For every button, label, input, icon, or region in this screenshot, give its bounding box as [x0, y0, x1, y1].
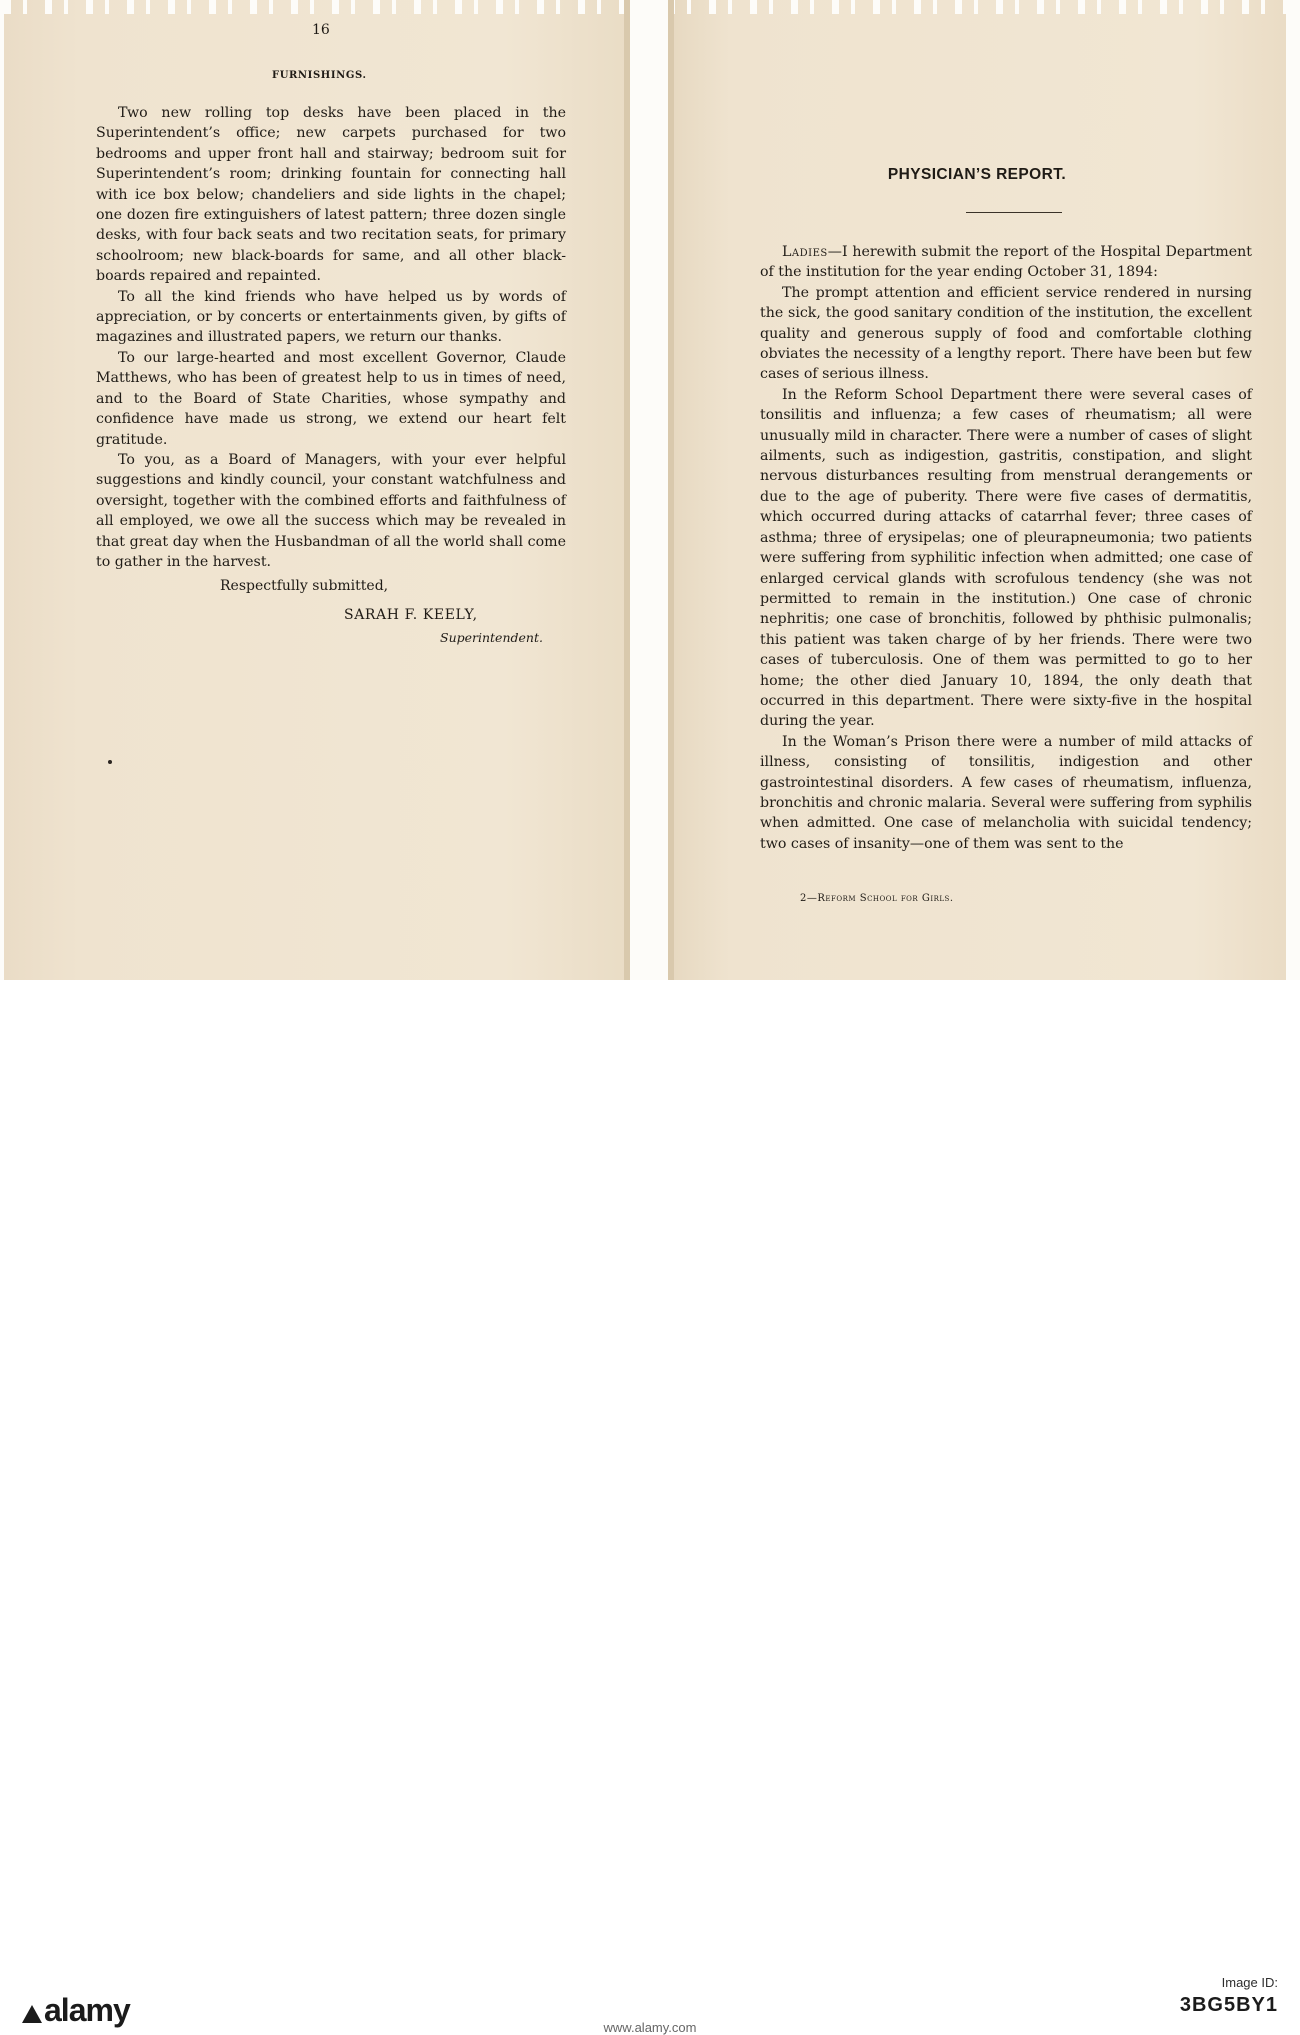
book-scan: [0, 0, 1300, 980]
paragraph-salutation: [760, 242, 1252, 283]
torn-edge: [4, 0, 630, 14]
signature-title: Superintendent.: [440, 630, 543, 645]
right-page: [668, 0, 1286, 980]
section-heading: FURNISHINGS.: [272, 70, 367, 81]
salutation: Ladies: [782, 244, 828, 260]
gutter-shadow: [668, 0, 674, 980]
signature-name: SARAH F. KEELY,: [344, 607, 478, 623]
torn-edge: [668, 0, 1286, 14]
paragraph-womans-prison: In the Woman’s Prison there were a number of mild attacks of illness, consisting of tonsilitis, indigestion and other gastrointestinal disorders. A few cases of rheumatism, influenza, bronchitis and chronic malaria. Several were suffering from syphilis when admitted. One case of melancholia with suicidal tendency; two cases of insanity—one of them was sent to the: [760, 733, 1252, 852]
paragraph-furnishings: Two new rolling top desks have been placed in the Superintendent’s office; new carpets purchased for two bedrooms and upper front hall and stairway; bedroom suit for Superintendent’s room; drinking fountain for connecting hall with ice box below; chandeliers and side lights in the chapel; one dozen fire extinguishers of latest pattern; three dozen single desks, with four back seats and two recitation seats, for primary schoolroom; new black-boards for same, and all other black-boards repaired and repainted.: [96, 105, 566, 285]
closing-line: Respectfully submitted,: [220, 578, 389, 594]
image-id-value: 3BG5BY1: [1179, 1994, 1278, 2016]
paragraph-reform-school: In the Reform School Department there were several cases of tonsilitis and influenza; a few cases of rheumatism; all were unusually mild in character. There were a number of cases of slight ailments, such as indigestion, gastritis, constipation, and slight nervous disturbances resulting from menstrual derangements or due to the age of puberity. There were five cases of dermatitis, which occurred during attacks of catarrhal fever; three cases of asthma; three of erysipelas; one of pleurapneumonia; two patients were suffering from syphilitic infection when admitted; one case of enlarged cervical glands with scrofulous tendency (she was not permitted to remain in the institution.) One case of chronic nephritis; one case of bronchitis, followed by phthisic pulmonalis; this patient was taken charge of by her friends. There were two cases of tuberculosis. One of them was permitted to go to her home; the other died January 10, 1894, the only death that occurred in this department. There were sixty-five in the hospital during the year.: [760, 386, 1252, 730]
paragraph-thanks-governor: To our large-hearted and most excellent Governor, Claude Matthews, who has been of greatest help to us in times of need, and to the Board of State Charities, whose sympathy and confidence have made us strong, we extend our heart felt gratitude.: [96, 349, 566, 448]
paragraph-board-of-managers: To you, as a Board of Managers, with your ever helpful suggestions and kindly council, your constant watchfulness and oversight, together with the combined efforts and faithfulness of all employed, we owe all the success which may be revealed in that great day when the Husbandman of all the world shall come to gather in the harvest.: [96, 451, 566, 570]
title-rule: [966, 212, 1062, 213]
paragraph-general: The prompt attention and efficient service rendered in nursing the sick, the good sanitary condition of the institution, the excellent quality and generous supply of food and comfortable clothing obviates the necessity of a lengthy report. There have been but few cases of serious illness.: [760, 284, 1252, 383]
report-title: PHYSICIAN’S REPORT.: [887, 166, 1067, 183]
left-page: [4, 0, 630, 980]
page-number: 16: [312, 22, 330, 38]
right-body-text: [760, 242, 1252, 854]
image-id-label: Image ID:: [1221, 1975, 1278, 1990]
gutter-shadow: [624, 0, 630, 980]
ink-spot: [108, 760, 112, 764]
logo-text: alamy: [44, 1992, 130, 2028]
image-id-block: [1158, 1972, 1278, 2016]
stock-footer: [0, 980, 1300, 2035]
paragraph-thanks-friends: To all the kind friends who have helped us by words of appreciation, or by concerts or entertainments given, by gifts of magazines and illustrated papers, we return our thanks.: [96, 288, 566, 346]
left-body-text: [96, 103, 566, 572]
stock-url: www.alamy.com: [603, 2020, 697, 2035]
page-footer: 2—Reform School for Girls.: [800, 893, 954, 904]
salutation-text: —I herewith submit the report of the Hospital Department of the institution for the year ending October 31, 1894:: [760, 244, 1252, 281]
